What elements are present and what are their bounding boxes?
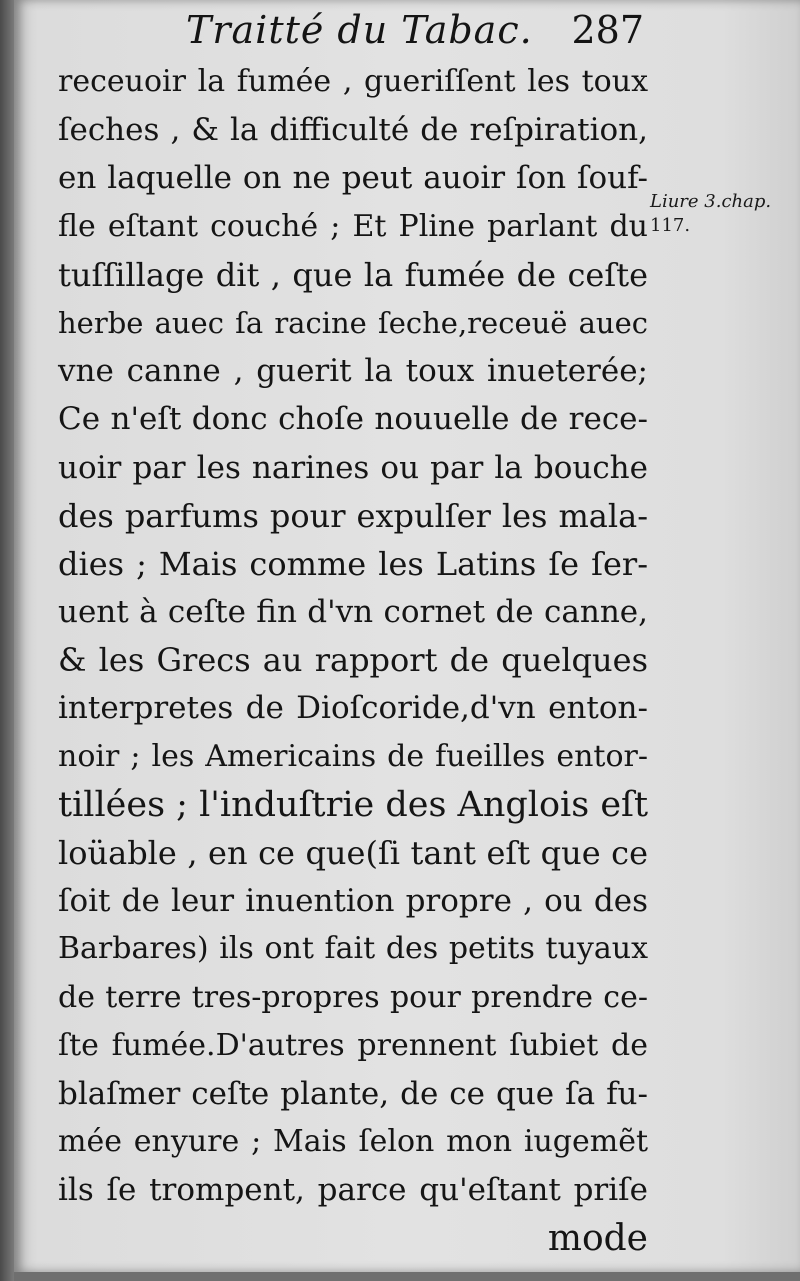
text-line: vne canne , guerit la toux inueterée; (58, 353, 648, 390)
text-line: uent à ceſte fin d'vn cornet de canne, (58, 594, 648, 631)
text-line: tillées ; l'induſtrie des Anglois eſt (58, 784, 649, 825)
text-line: ils ſe trompent, parce qu'eſtant priſe (58, 1172, 648, 1209)
book-page (14, 0, 800, 1272)
running-header (174, 2, 654, 58)
page-number: 287 (571, 8, 644, 52)
text-line: tuſſillage dit , que la fumée de ceſte (58, 255, 648, 294)
text-line: & les Grecs au rapport de quelques (58, 641, 648, 680)
text-line: blaſmer ceſte plante, de ce que ſa fu- (58, 1075, 648, 1112)
margin-reference-number: 117. (650, 215, 691, 236)
margin-reference-book: Liure 3.chap. (650, 191, 772, 212)
text-line: loüable , en ce que(ſi tant eſt que ce (58, 834, 648, 872)
catchword: mode (547, 1217, 648, 1259)
text-line: dies ; Mais comme les Latins ſe ſer- (58, 544, 648, 583)
text-line: uoir par les narines ou par la bouche (58, 449, 648, 486)
text-line: en laquelle on ne peut auoir ſon ſouf- (58, 160, 648, 197)
body-text (58, 58, 648, 1263)
text-line: mée enyure ; Mais ſelon mon iugemẽt (58, 1124, 648, 1160)
book-gutter-edge (0, 0, 14, 1281)
text-line: interpretes de Dioſcoride,d'vn enton- (58, 690, 648, 727)
text-line: fle eſtant couché ; Et Pline parlant du (58, 208, 648, 244)
text-line: receuoir la fumée , gueriſſent les toux (58, 64, 648, 99)
text-line: noir ; les Americains de fueilles entor- (58, 738, 648, 774)
text-line: ſeches , & la difficulté de reſpiration, (58, 112, 648, 149)
running-title: Traitté du Tabac. (186, 8, 533, 52)
text-line: herbe auec ſa racine ſeche,receuë auec (58, 305, 648, 340)
text-line: ſte fumée.D'autres prennent ſubiet de (58, 1027, 648, 1063)
margin-reference (650, 190, 771, 238)
text-line: de terre tres-propres pour prendre ce- (58, 979, 648, 1015)
text-line: Barbares) ils ont fait des petits tuyaux (58, 931, 648, 967)
text-line: ſoit de leur inuention propre , ou des (58, 883, 648, 920)
text-line: Ce n'eſt donc choſe nouuelle de rece- (58, 401, 648, 438)
text-line: des parfums pour expulſer les mala- (58, 496, 648, 535)
